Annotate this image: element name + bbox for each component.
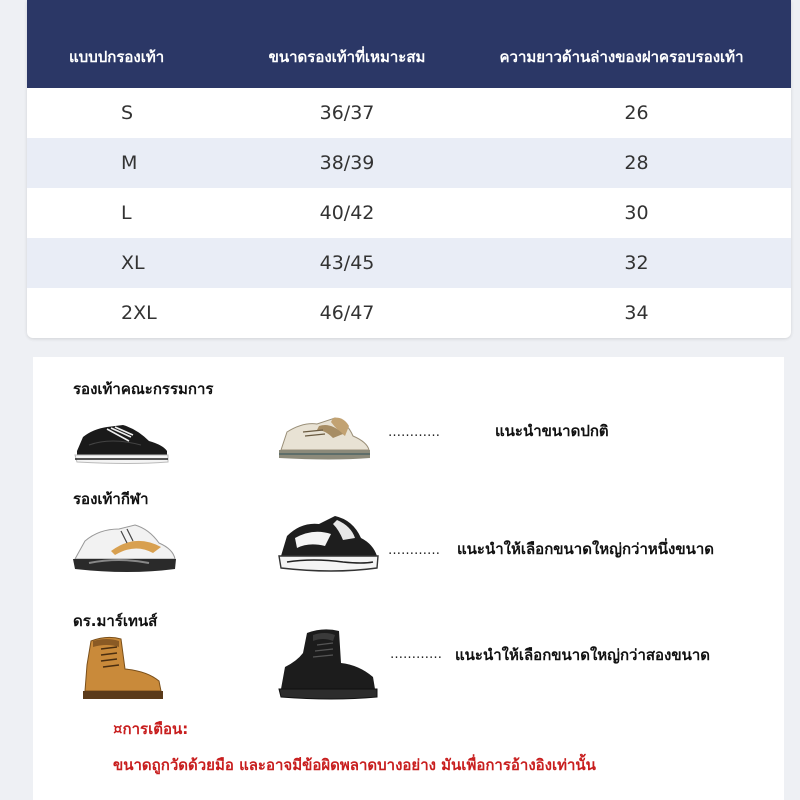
cell-shoe-size: 46/47 xyxy=(319,302,375,324)
category-label: ดร.มาร์เทนส์ xyxy=(73,612,158,630)
size-table xyxy=(27,0,791,338)
category-label: รองเท้ากีฬา xyxy=(73,490,149,508)
cell-size: L xyxy=(121,202,132,224)
running-shoe-icon xyxy=(69,521,179,579)
table-row xyxy=(27,238,791,288)
dotted-leader: ………… xyxy=(388,543,440,558)
cell-shoe-size: 43/45 xyxy=(319,252,375,274)
header-bottom-length: ความยาวด้านล่างของฝาครอบรองเท้า xyxy=(499,48,744,66)
table-row xyxy=(27,288,791,338)
cell-size: M xyxy=(121,152,138,174)
cell-length: 30 xyxy=(624,202,649,224)
table-row xyxy=(27,188,791,238)
recommendation-text: แนะนำให้เลือกขนาดใหญ่กว่าหนึ่งขนาด xyxy=(457,540,715,558)
work-boot-icon xyxy=(77,635,167,703)
chunky-sneaker-icon xyxy=(273,512,383,578)
cell-shoe-size: 40/42 xyxy=(319,202,375,224)
cell-shoe-size: 38/39 xyxy=(319,152,375,174)
cell-length: 32 xyxy=(624,252,649,274)
table-header xyxy=(27,0,791,88)
header-shoe-cover-style: แบบปกรองเท้า xyxy=(69,48,165,66)
cell-size: XL xyxy=(121,252,145,274)
recommendation-text: แนะนำขนาดปกติ xyxy=(495,422,609,440)
warning-text: ขนาดถูกวัดด้วยมือ และอาจมีข้อผิดพลาดบางอย่าง มันเพื่อการอ้างอิงเท่านั้น xyxy=(113,756,596,774)
category-label: รองเท้าคณะกรรมการ xyxy=(73,380,214,398)
dotted-leader: ………… xyxy=(388,425,440,440)
cell-shoe-size: 36/37 xyxy=(319,102,375,124)
leather-boot-icon xyxy=(273,627,383,703)
warning-title: ¤การเตือน: xyxy=(113,720,189,738)
casual-sneaker-icon xyxy=(273,412,373,464)
cell-size: S xyxy=(121,102,134,124)
dotted-leader: ………… xyxy=(390,647,442,662)
cell-length: 34 xyxy=(624,302,649,324)
header-shoe-size: ขนาดรองเท้าที่เหมาะสม xyxy=(268,48,426,66)
shoe-fit-guide xyxy=(33,357,784,800)
cell-size: 2XL xyxy=(121,302,157,324)
cell-length: 28 xyxy=(624,152,649,174)
table-row xyxy=(27,88,791,138)
cell-length: 26 xyxy=(624,102,649,124)
canvas-sneaker-icon xyxy=(71,415,171,467)
table-row xyxy=(27,138,791,188)
recommendation-text: แนะนำให้เลือกขนาดใหญ่กว่าสองขนาด xyxy=(455,646,711,664)
